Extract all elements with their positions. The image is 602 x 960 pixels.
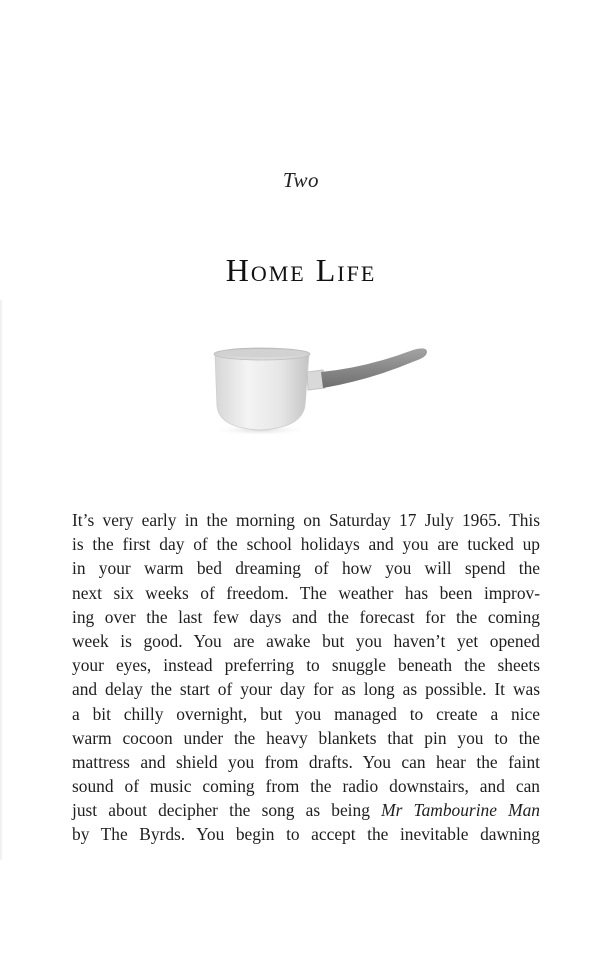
text-line: a bit chilly overnight, but you managed to create a nice [72,703,540,724]
text-line: is the first day of the school holidays and you are tucked up [72,534,540,555]
text-line: and delay the start of your day for as long as possible. It was [72,679,540,700]
text-line-segment: just about decipher the song as being [72,800,382,821]
text-line: mattress and shield you from drafts. You can hear the faint [72,751,540,772]
text-line: ing over the last few days and the forecast for the coming [72,606,540,627]
chapter-title: Home Life [225,252,377,288]
text-line: sound of music coming from the radio downstairs, and can [72,776,540,797]
body-paragraph [72,508,540,847]
text-line: week is good. You are awake but you haven’t yet opened [72,630,540,651]
page-edge-shadow [0,300,3,860]
text-line: warm cocoon under the heavy blankets that pin you to the [72,727,540,748]
song-title: Mr Tambourine Man [381,800,540,821]
text-line: It’s very early in the morning on Saturday 17 July 1965. This [72,510,540,530]
text-line [72,798,540,822]
text-line: by The Byrds. You begin to accept the inevitable dawning [72,824,540,845]
text-line: in your warm bed dreaming of how you will spend the [72,558,540,579]
text-line: next six weeks of freedom. The weather has been improv- [72,582,540,603]
saucepan-icon [205,340,435,440]
chapter-number: Two [282,168,320,192]
text-line: your eyes, instead preferring to snuggle beneath the sheets [72,655,540,676]
